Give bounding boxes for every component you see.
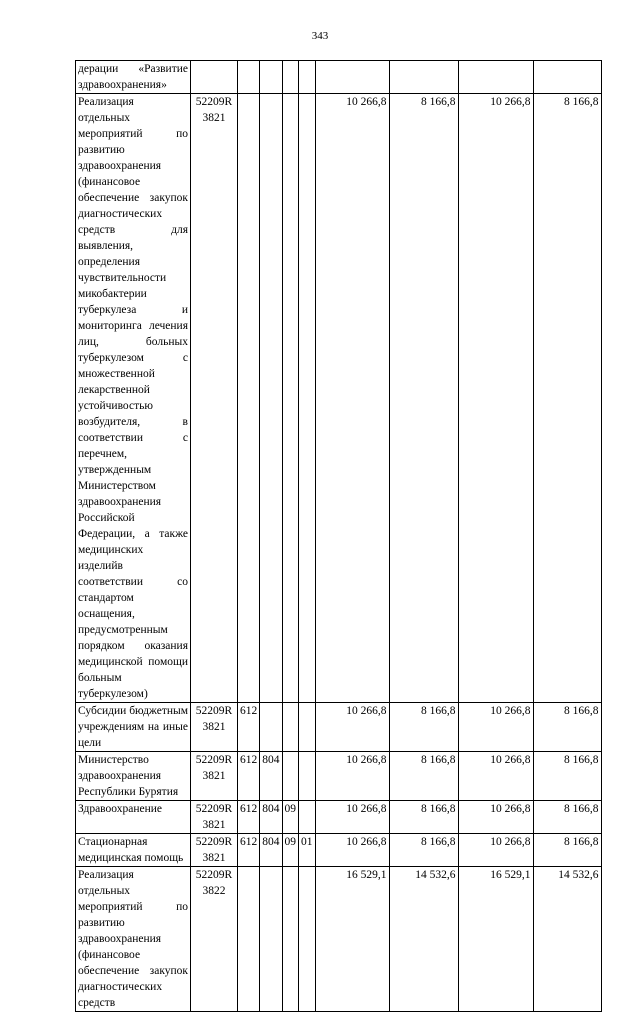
row-subsection: [299, 94, 316, 703]
row-amount-1: 10 266,8: [315, 94, 389, 703]
row-subsection: 01: [299, 834, 316, 867]
row-target-code: [191, 61, 238, 94]
row-amount-4: 8 166,8: [533, 94, 601, 703]
row-target-code: 52209R 3822: [191, 867, 238, 1012]
table-row: [76, 801, 602, 834]
row-expense-type: 612: [238, 703, 260, 752]
row-administrator: [260, 703, 282, 752]
row-administrator: [260, 867, 282, 1012]
row-target-code: 52209R 3821: [191, 834, 238, 867]
row-name: Стационарная медицинская помощь: [76, 834, 191, 867]
row-section: [282, 867, 299, 1012]
row-amount-4: 8 166,8: [533, 703, 601, 752]
row-subsection: [299, 703, 316, 752]
row-target-code: 52209R 3821: [191, 94, 238, 703]
row-section: 09: [282, 801, 299, 834]
row-expense-type: [238, 867, 260, 1012]
row-target-code: 52209R 3821: [191, 703, 238, 752]
row-amount-1: 10 266,8: [315, 801, 389, 834]
row-amount-2: 8 166,8: [389, 801, 458, 834]
table-row: [76, 867, 602, 1012]
row-name: Субсидии бюджетным учреждениям на иные цели: [76, 703, 191, 752]
table-row: [76, 703, 602, 752]
row-section: [282, 703, 299, 752]
row-target-code: 52209R 3821: [191, 752, 238, 801]
row-name: Здравоохранение: [76, 801, 191, 834]
row-section: [282, 61, 299, 94]
row-section: [282, 94, 299, 703]
row-amount-4: 8 166,8: [533, 801, 601, 834]
row-name: Министерство здравоохранения Республики Бурятия: [76, 752, 191, 801]
table-row: [76, 752, 602, 801]
table-row: [76, 94, 602, 703]
row-name: Реализация отдельных мероприятий по развитию здравоохранения (финансовое обеспечение закупок диагностических средств для выявления, определения чувствительности микобактерии туберкулеза и мониторинга лечения лиц, больных туберкулезом с множественной лекарственной устойчивостью возбудителя, в соответствии с перечнем, утвержденным Министерством здравоохранения Российской Федерации, а также медицинских изделийв соответствии со стандартом оснащения, предусмотренным порядком оказания медицинской помощи больным туберкулезом): [76, 94, 191, 703]
row-amount-2: 14 532,6: [389, 867, 458, 1012]
table-row: [76, 61, 602, 94]
row-amount-3: 10 266,8: [458, 752, 533, 801]
row-amount-1: 10 266,8: [315, 834, 389, 867]
row-administrator: [260, 61, 282, 94]
row-expense-type: 612: [238, 752, 260, 801]
row-amount-2: 8 166,8: [389, 752, 458, 801]
row-target-code: 52209R 3821: [191, 801, 238, 834]
row-subsection: [299, 867, 316, 1012]
table-row: [76, 834, 602, 867]
row-section: [282, 752, 299, 801]
row-amount-3: [458, 61, 533, 94]
row-subsection: [299, 752, 316, 801]
budget-table: [75, 60, 602, 1012]
row-amount-4: 14 532,6: [533, 867, 601, 1012]
row-amount-3: 10 266,8: [458, 834, 533, 867]
page-number: 343: [311, 30, 329, 42]
row-amount-1: 10 266,8: [315, 703, 389, 752]
row-amount-2: 8 166,8: [389, 703, 458, 752]
row-name: Реализация отдельных мероприятий по развитию здравоохранения (финансовое обеспечение закупок диагностических средств: [76, 867, 191, 1012]
row-name: дерации «Развитие здравоохранения»: [76, 61, 191, 94]
row-subsection: [299, 61, 316, 94]
row-expense-type: [238, 94, 260, 703]
row-amount-4: 8 166,8: [533, 834, 601, 867]
row-amount-2: [389, 61, 458, 94]
row-amount-2: 8 166,8: [389, 834, 458, 867]
row-expense-type: [238, 61, 260, 94]
row-amount-4: 8 166,8: [533, 752, 601, 801]
row-expense-type: 612: [238, 834, 260, 867]
row-administrator: 804: [260, 834, 282, 867]
row-amount-1: 10 266,8: [315, 752, 389, 801]
row-administrator: [260, 94, 282, 703]
row-amount-4: [533, 61, 601, 94]
row-amount-3: 10 266,8: [458, 703, 533, 752]
row-administrator: 804: [260, 752, 282, 801]
row-section: 09: [282, 834, 299, 867]
row-expense-type: 612: [238, 801, 260, 834]
row-amount-3: 10 266,8: [458, 801, 533, 834]
row-administrator: 804: [260, 801, 282, 834]
row-subsection: [299, 801, 316, 834]
row-amount-3: 10 266,8: [458, 94, 533, 703]
row-amount-3: 16 529,1: [458, 867, 533, 1012]
row-amount-2: 8 166,8: [389, 94, 458, 703]
row-amount-1: [315, 61, 389, 94]
row-amount-1: 16 529,1: [315, 867, 389, 1012]
